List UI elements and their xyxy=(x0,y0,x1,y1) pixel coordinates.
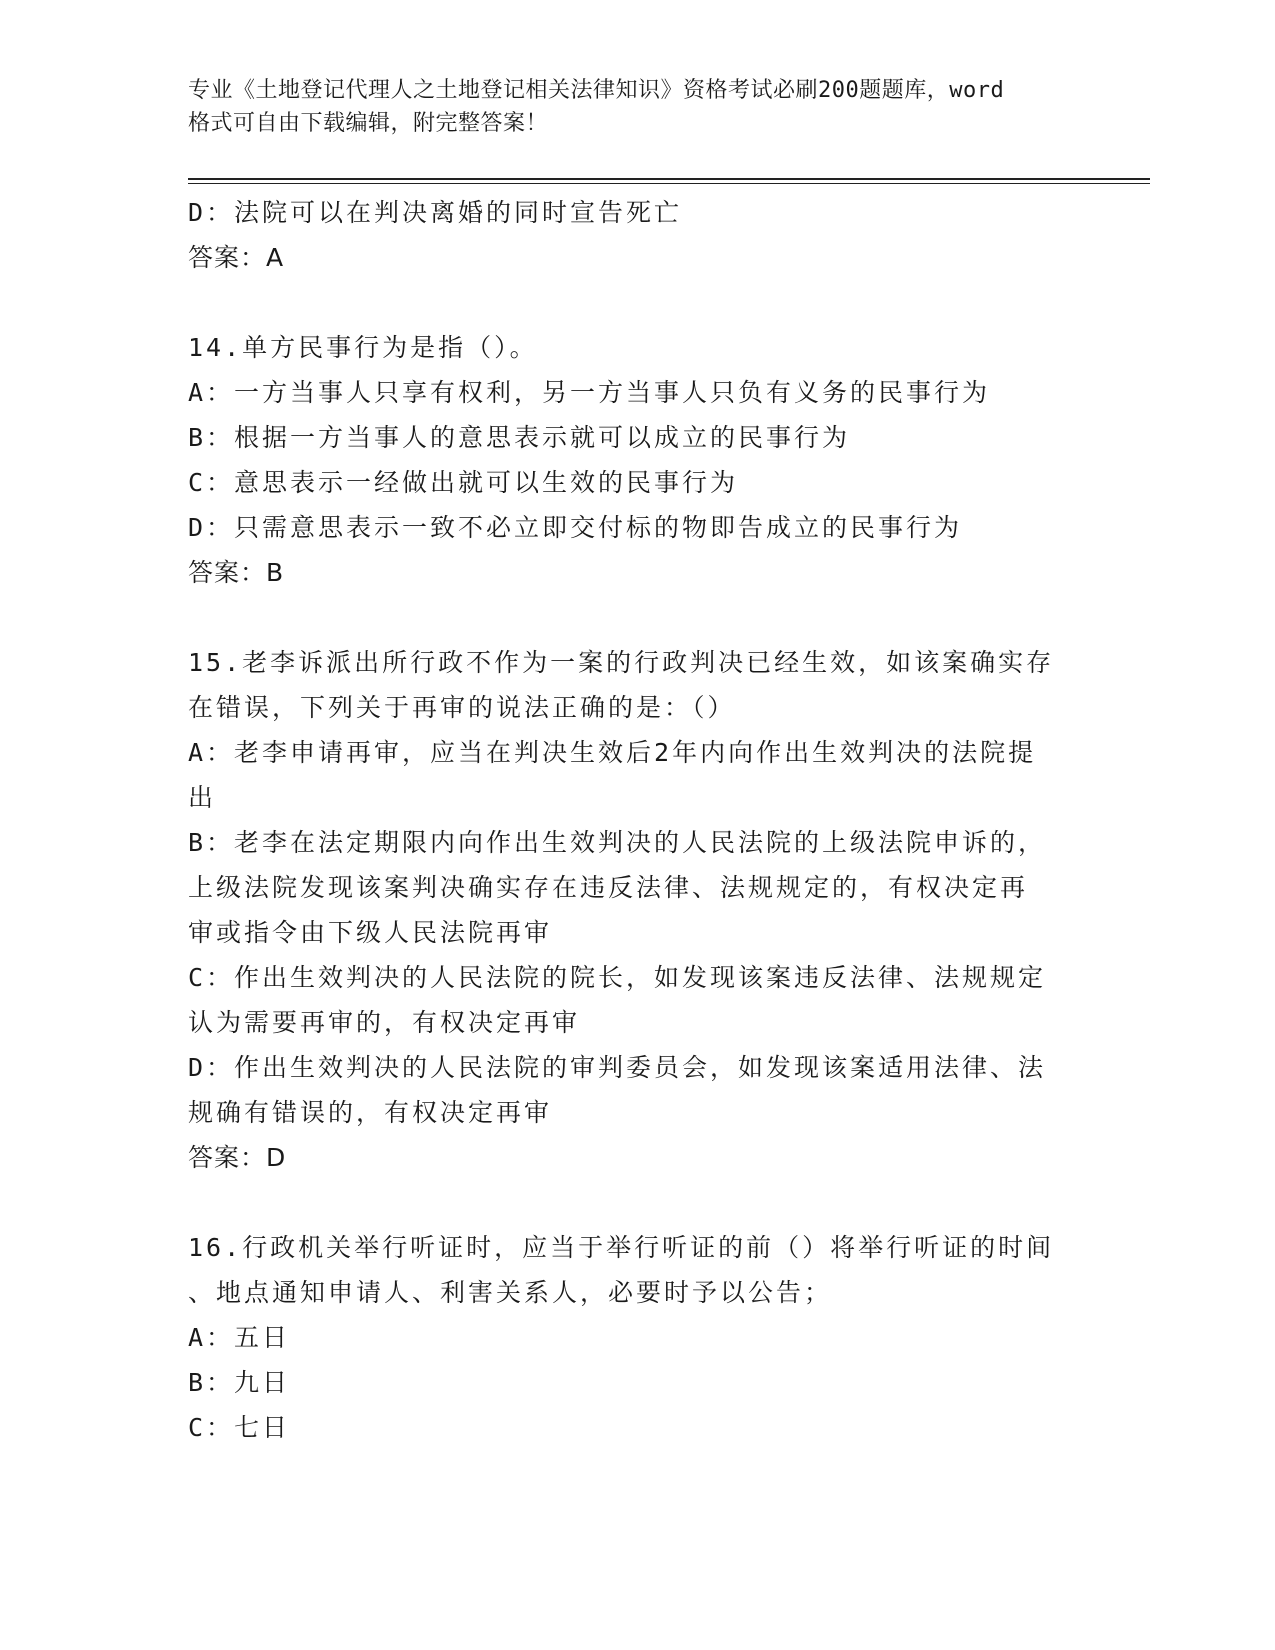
q14-option-b: B：根据一方当事人的意思表示就可以成立的民事行为 xyxy=(188,423,851,452)
q15-option-b-line-1: B：老李在法定期限内向作出生效判决的人民法院的上级法院申诉的， xyxy=(188,828,1047,857)
q16-option-a: A：五日 xyxy=(188,1323,291,1352)
header-line-1: 专业《土地登记代理人之土地登记相关法律知识》资格考试必刷200题题库，word xyxy=(188,78,1005,103)
q15-option-b-line-3: 审或指令由下级人民法院再审 xyxy=(188,918,553,947)
q15-stem-line-2: 在错误，下列关于再审的说法正确的是：（） xyxy=(188,693,736,722)
q15-option-b-line-2: 上级法院发现该案判决确实存在违反法律、法规规定的，有权决定再 xyxy=(188,873,1029,902)
q15-option-c-line-2: 认为需要再审的，有权决定再审 xyxy=(188,1008,581,1037)
q16-stem-line-2: 、地点通知申请人、利害关系人，必要时予以公告； xyxy=(188,1278,833,1307)
q13-option-d: D：法院可以在判决离婚的同时宣告死亡 xyxy=(188,198,683,227)
question-15 xyxy=(188,640,1078,1180)
q15-option-d-line-1: D：作出生效判决的人民法院的审判委员会，如发现该案适用法律、法 xyxy=(188,1053,1047,1082)
q15-stem-line-1: 15.老李诉派出所行政不作为一案的行政判决已经生效，如该案确实存 xyxy=(188,648,1055,677)
spacer xyxy=(188,1180,1078,1225)
page-header xyxy=(188,74,1088,140)
spacer xyxy=(188,280,1078,325)
q14-answer: 答案：B xyxy=(188,558,285,587)
q14-option-a: A：一方当事人只享有权利，另一方当事人只负有义务的民事行为 xyxy=(188,378,991,407)
q14-stem: 14.单方民事行为是指（）。 xyxy=(188,333,538,362)
q15-option-d-line-2: 规确有错误的，有权决定再审 xyxy=(188,1098,553,1127)
question-14 xyxy=(188,325,1078,595)
q15-answer: 答案：D xyxy=(188,1143,287,1172)
q14-option-c: C：意思表示一经做出就可以生效的民事行为 xyxy=(188,468,739,497)
q13-answer: 答案：A xyxy=(188,243,285,272)
q16-option-b: B：九日 xyxy=(188,1368,291,1397)
header-line-2: 格式可自由下载编辑，附完整答案！ xyxy=(188,111,549,136)
q15-option-a-line-1: A：老李申请再审，应当在判决生效后2年内向作出生效判决的法院提 xyxy=(188,738,1037,767)
question-content xyxy=(188,190,1078,1450)
spacer xyxy=(188,595,1078,640)
q16-option-c: C：七日 xyxy=(188,1413,291,1442)
q15-option-a-line-2: 出 xyxy=(188,783,217,812)
question-16 xyxy=(188,1225,1078,1450)
q16-stem-line-1: 16.行政机关举行听证时，应当于举行听证的前（）将举行听证的时间 xyxy=(188,1233,1055,1262)
header-divider-thick xyxy=(188,178,1150,180)
header-divider-thin xyxy=(188,183,1150,184)
question-13-tail xyxy=(188,190,1078,280)
q14-option-d: D：只需意思表示一致不必立即交付标的物即告成立的民事行为 xyxy=(188,513,963,542)
q15-option-c-line-1: C：作出生效判决的人民法院的院长，如发现该案违反法律、法规规定 xyxy=(188,963,1047,992)
